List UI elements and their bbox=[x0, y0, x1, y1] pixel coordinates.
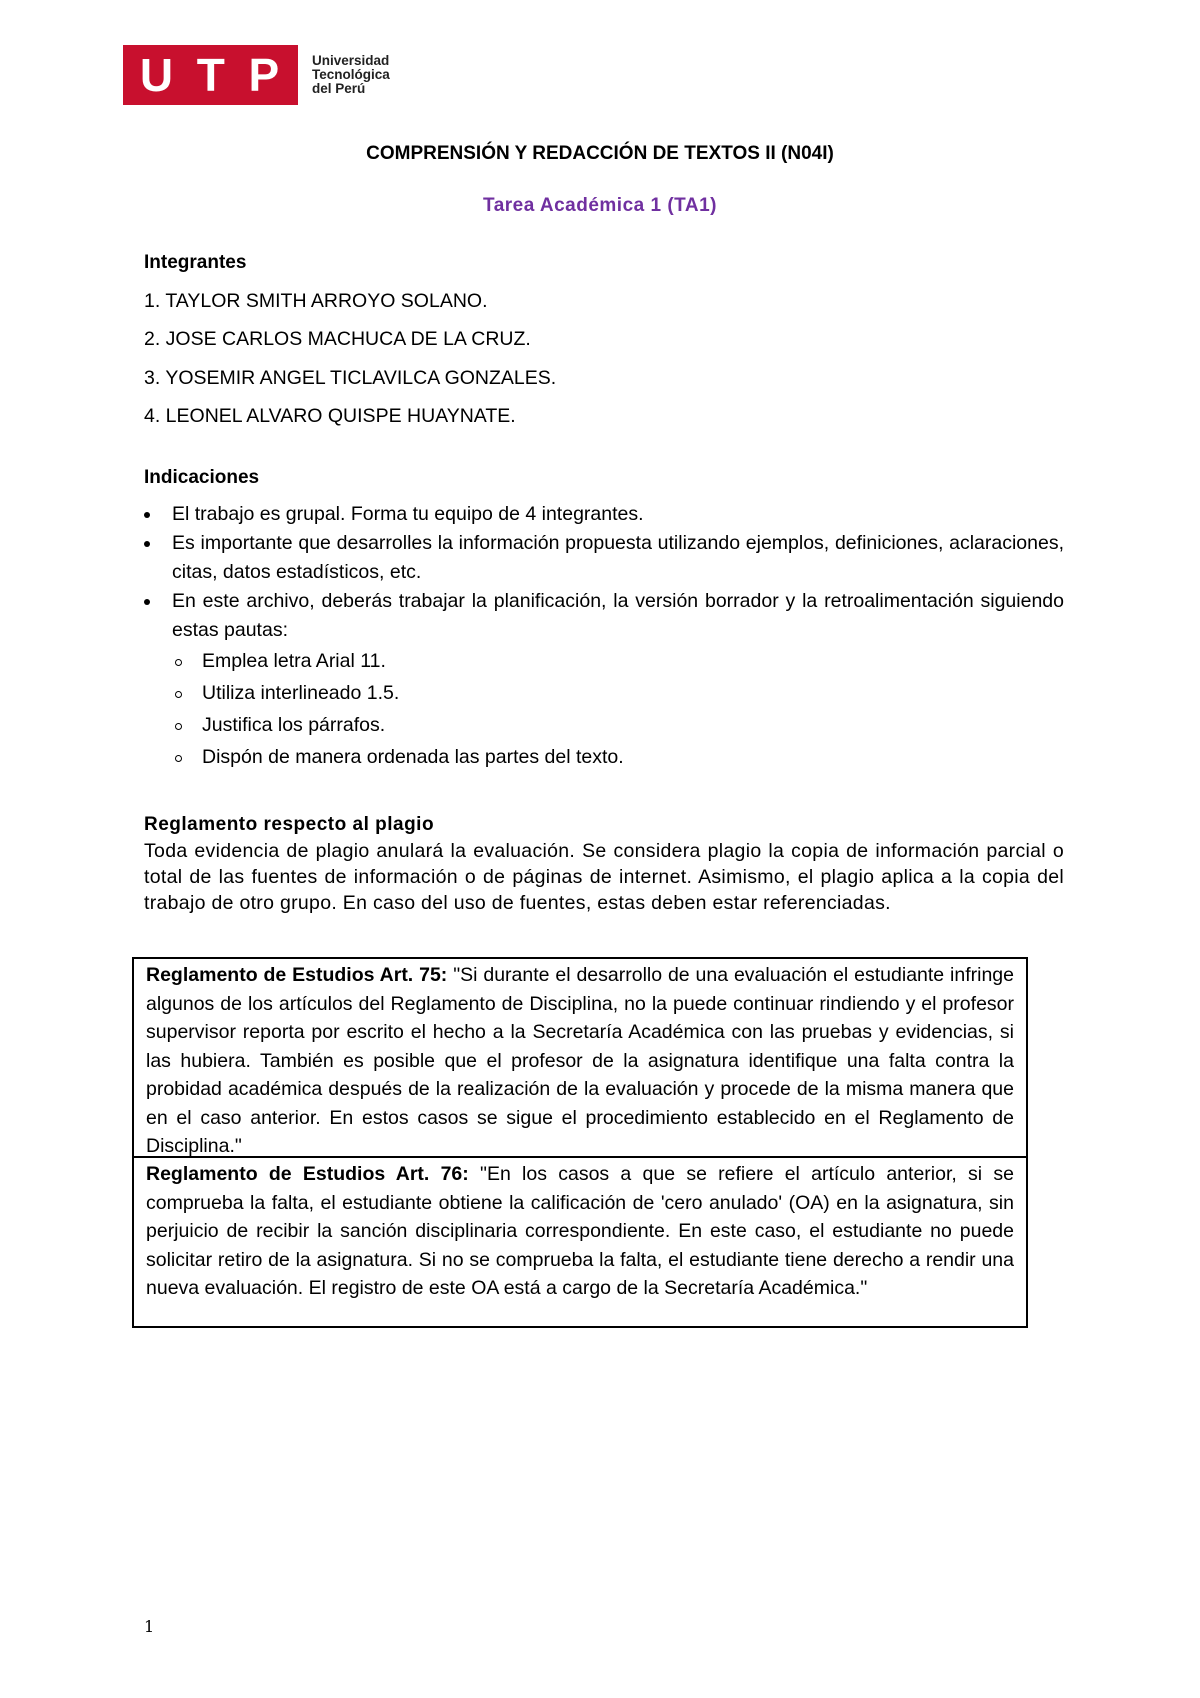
instruction-sub-item bbox=[144, 645, 1064, 677]
instruction-sub-item bbox=[144, 741, 1064, 773]
instruction-text: Es importante que desarrolles la información propuesta utilizando ejemplos, definiciones, aclaraciones, citas, datos estadísticos, etc. bbox=[172, 532, 1064, 583]
regulation-label: Reglamento de Estudios Art. 75: bbox=[146, 964, 448, 986]
logo-letter-p: P bbox=[248, 49, 282, 101]
regulation-box-art-75 bbox=[132, 957, 1028, 1158]
instruction-bullet bbox=[144, 500, 1064, 529]
utp-logo-mark bbox=[123, 45, 298, 105]
member-item: 3. YOSEMIR ANGEL TICLAVILCA GONZALES. bbox=[144, 367, 557, 389]
regulation-box-art-76 bbox=[132, 1156, 1028, 1328]
instruction-text: El trabajo es grupal. Forma tu equipo de 4 integrantes. bbox=[172, 503, 644, 525]
instruction-sub-item bbox=[144, 709, 1064, 741]
circle-bullet-icon bbox=[175, 755, 182, 762]
assignment-title: Tarea Académica 1 (TA1) bbox=[483, 195, 717, 216]
university-name bbox=[312, 54, 390, 96]
sub-item-text: Dispón de manera ordenada las partes del texto. bbox=[202, 746, 624, 768]
instruction-bullet bbox=[144, 529, 1064, 587]
circle-bullet-icon bbox=[175, 723, 182, 730]
circle-bullet-icon bbox=[175, 691, 182, 698]
regulation-text: "En los casos a que se refiere el artículo anterior, si se comprueba la falta, el estudiante obtiene la calificación de 'cero anulado' (OA) en la asignatura, sin perjuicio de recibir la sanción disciplinaria correspondiente. En este caso, el estudiante no puede solicitar retiro de la asignatura. Si no se comprueba la falta, el estudiante tiene derecho a rendir una nueva evaluación. El registro de este OA está a cargo de la Secretaría Académica." bbox=[146, 1163, 1014, 1299]
instructions-heading: Indicaciones bbox=[144, 467, 260, 488]
members-heading: Integrantes bbox=[144, 252, 247, 273]
sub-item-text: Justifica los párrafos. bbox=[202, 714, 386, 736]
bullet-icon bbox=[144, 512, 150, 518]
plagiarism-heading: Reglamento respecto al plagio bbox=[144, 814, 435, 835]
regulation-text: "Si durante el desarrollo de una evaluación el estudiante infringe algunos de los artículos del Reglamento de Disciplina, no la puede continuar rindiendo y el profesor supervisor reporta por escrito el hecho a la Secretaría Académica con las pruebas y evidencias, si las hubiera. También es posible que el profesor de la asignatura identifique una falta contra la probidad académica después de la realización de la evaluación y procede de la misma manera que en el caso anterior. En estos casos se sigue el procedimiento establecido en el Reglamento de Disciplina." bbox=[146, 964, 1014, 1157]
instruction-bullet bbox=[144, 587, 1064, 645]
member-item: 1. TAYLOR SMITH ARROYO SOLANO. bbox=[144, 290, 488, 312]
page-number: 1 bbox=[144, 1617, 155, 1636]
bullet-icon bbox=[144, 599, 150, 605]
utp-logo bbox=[123, 45, 390, 105]
instruction-sub-item bbox=[144, 677, 1064, 709]
university-name-line: Universidad bbox=[312, 53, 390, 68]
sub-item-text: Emplea letra Arial 11. bbox=[202, 650, 386, 672]
sub-item-text: Utiliza interlineado 1.5. bbox=[202, 682, 400, 704]
circle-bullet-icon bbox=[175, 659, 182, 666]
course-title: COMPRENSIÓN Y REDACCIÓN DE TEXTOS II (N04I) bbox=[366, 143, 834, 164]
member-item: 2. JOSE CARLOS MACHUCA DE LA CRUZ. bbox=[144, 328, 531, 350]
member-item: 4. LEONEL ALVARO QUISPE HUAYNATE. bbox=[144, 405, 516, 427]
logo-letter-u: U bbox=[139, 49, 176, 101]
logo-letter-t: T bbox=[196, 49, 227, 101]
university-name-line: del Perú bbox=[312, 81, 366, 96]
regulation-label: Reglamento de Estudios Art. 76: bbox=[146, 1163, 469, 1185]
instruction-text: En este archivo, deberás trabajar la planificación, la versión borrador y la retroalimentación siguiendo estas pautas: bbox=[172, 590, 1064, 641]
instructions-list bbox=[144, 500, 1064, 773]
plagiarism-text: Toda evidencia de plagio anulará la evaluación. Se considera plagio la copia de información parcial o total de las fuentes de información o de páginas de internet. Asimismo, el plagio aplica a la copia del trabajo de otro grupo. En caso del uso de fuentes, estas deben estar referenciadas. bbox=[144, 840, 1064, 914]
bullet-icon bbox=[144, 541, 150, 547]
university-name-line: Tecnológica bbox=[312, 67, 390, 82]
